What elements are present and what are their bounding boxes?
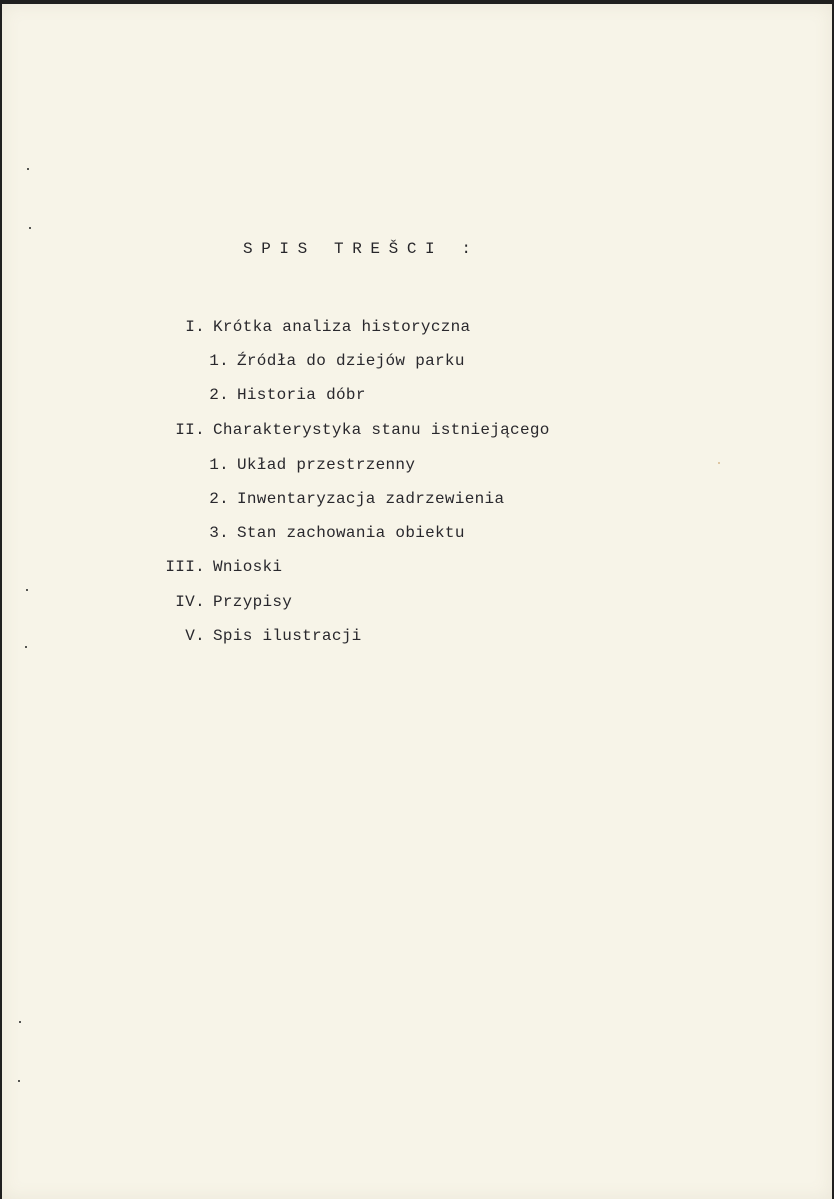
paper-mark bbox=[27, 168, 29, 170]
toc-text: Charakterystyka stanu istniejącego bbox=[213, 421, 550, 439]
toc-entry-i-2 bbox=[204, 386, 366, 404]
toc-number: 2. bbox=[209, 490, 229, 508]
toc-number: I. bbox=[185, 318, 205, 336]
toc-entry-ii-1 bbox=[204, 456, 415, 474]
toc-number: III. bbox=[165, 558, 205, 576]
toc-text: Wnioski bbox=[213, 558, 283, 576]
toc-entry-v bbox=[163, 627, 362, 645]
toc-entry-i-1 bbox=[204, 352, 465, 370]
toc-text: Źródła do dziejów parku bbox=[237, 352, 465, 370]
page-title: SPIS TREŠCI : bbox=[243, 240, 480, 258]
toc-entry-iv bbox=[163, 593, 292, 611]
paper-mark bbox=[18, 1080, 20, 1082]
toc-text: Historia dóbr bbox=[237, 386, 366, 404]
toc-entry-ii bbox=[163, 421, 550, 439]
toc-number: 2. bbox=[209, 386, 229, 404]
toc-entry-i bbox=[163, 318, 470, 336]
toc-text: Przypisy bbox=[213, 593, 293, 611]
toc-entry-iii bbox=[163, 558, 282, 576]
toc-text: Inwentaryzacja zadrzewienia bbox=[237, 490, 505, 508]
typed-page bbox=[2, 4, 832, 1199]
toc-text: Spis ilustracji bbox=[213, 627, 362, 645]
paper-mark bbox=[29, 227, 31, 229]
toc-text: Układ przestrzenny bbox=[237, 456, 416, 474]
toc-number: 3. bbox=[209, 524, 229, 542]
toc-text: Krótka analiza historyczna bbox=[213, 318, 471, 336]
toc-text: Stan zachowania obiektu bbox=[237, 524, 465, 542]
toc-entry-ii-3 bbox=[204, 524, 465, 542]
toc-entry-ii-2 bbox=[204, 490, 504, 508]
toc-number: IV. bbox=[175, 593, 205, 611]
toc-number: 1. bbox=[209, 456, 229, 474]
toc-number: II. bbox=[175, 421, 205, 439]
toc-number: 1. bbox=[209, 352, 229, 370]
paper-mark bbox=[25, 646, 27, 648]
paper-mark bbox=[19, 1021, 21, 1023]
paper-mark bbox=[26, 589, 28, 591]
paper-mark bbox=[718, 462, 720, 464]
toc-number: V. bbox=[185, 627, 205, 645]
